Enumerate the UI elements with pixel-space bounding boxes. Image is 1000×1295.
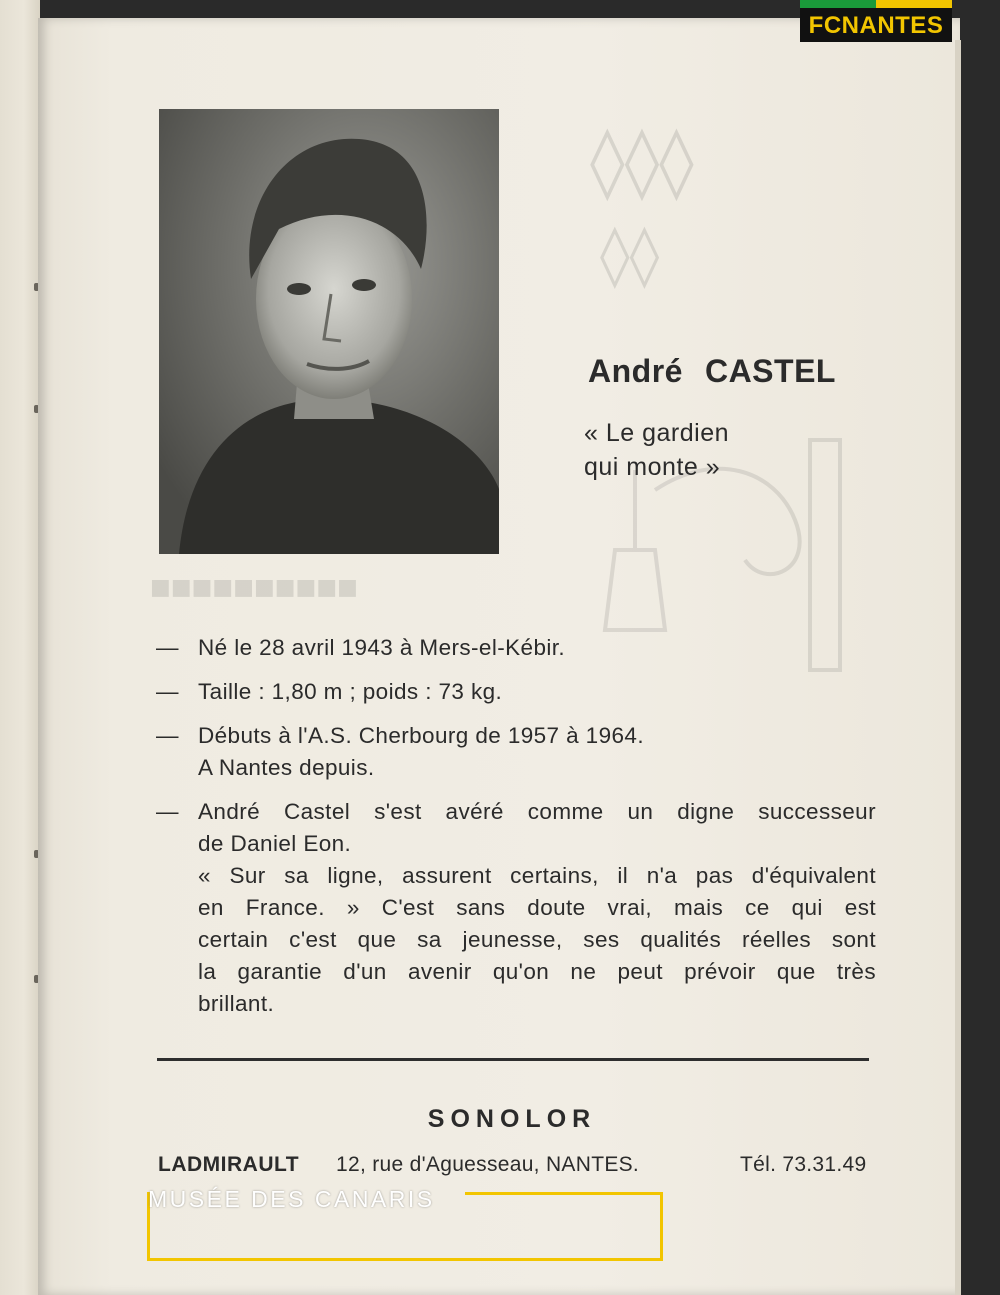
bio-line: André Castel s'est avéré comme un digne successeur	[198, 799, 876, 824]
bio-line: « Sur sa ligne, assurent certains, il n'a pas d'équivalent	[198, 863, 876, 888]
bio-line: en France. » C'est sans doute vrai, mais ce qui est	[198, 895, 876, 920]
sponsor-company: LADMIRAULT	[158, 1153, 300, 1176]
bullet-dash: —	[156, 723, 179, 748]
player-tagline: « Le gardien qui monte »	[584, 419, 730, 481]
divider-rule	[157, 1058, 869, 1061]
bio-career	[156, 720, 876, 784]
bio-line: la garantie d'un avenir qu'on ne peut prévoir que très	[198, 959, 876, 984]
bio-line: Taille : 1,80 m ; poids : 73 kg.	[198, 679, 503, 704]
bullet-dash: —	[156, 679, 179, 704]
player-last-name: CASTEL	[704, 353, 836, 389]
bullet-dash: —	[156, 635, 179, 660]
bio-line: Né le 28 avril 1943 à Mers-el-Kébir.	[198, 635, 566, 660]
player-bio	[156, 632, 876, 1032]
bio-line: de Daniel Eon.	[198, 831, 352, 856]
bio-line: Débuts à l'A.S. Cherbourg de 1957 à 1964.	[198, 723, 644, 748]
bio-size	[156, 676, 876, 708]
sponsor-address: 12, rue d'Aguesseau, NANTES.	[336, 1153, 640, 1176]
player-first-name: André	[588, 353, 683, 389]
portrait-photo	[159, 109, 499, 554]
left-page-edge	[0, 0, 40, 1295]
brand-stripe-green	[800, 0, 876, 8]
brand-stripe-yellow	[876, 0, 952, 8]
sponsor-phone: Tél. 73.31.49	[740, 1153, 867, 1176]
player-name	[588, 353, 836, 390]
watermark-frame-top	[465, 1192, 663, 1195]
bio-birth	[156, 632, 876, 664]
watermark-label: MUSÉE DES CANARIS	[148, 1186, 435, 1212]
portrait-photo-icon	[159, 109, 499, 554]
bio-assessment	[156, 796, 876, 1020]
bio-line: brillant.	[198, 991, 275, 1016]
bullet-dash: —	[156, 799, 179, 824]
bio-line: certain c'est que sa jeunesse, ses qualités réelles sont	[198, 927, 876, 952]
bio-line: A Nantes depuis.	[198, 755, 375, 780]
sponsor-name: SONOLOR	[427, 1105, 597, 1133]
brand-label: FCNANTES	[808, 12, 944, 39]
